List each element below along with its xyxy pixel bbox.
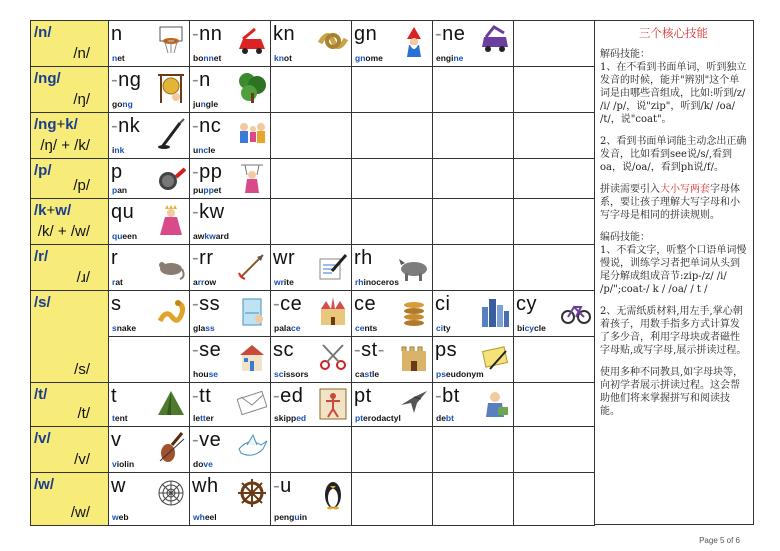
grapheme: -st- [354,339,385,361]
grapheme-cell [190,427,271,473]
sound-pronunciation: /v/ [74,451,90,468]
sound-cell [31,473,109,526]
empty-cell [433,67,514,113]
grapheme: ce [354,293,377,315]
encoding-skill-2: 2、无需纸质材料,用左手,掌心朝着孩子，用数手指多方式计算发了多少音，利用字母块或者磁性字母贴,或写字母,展示拼读过程。 [600,306,747,356]
example-word: scissors [274,369,309,379]
grapheme-cell [352,383,433,427]
example-word: queen [112,231,138,241]
city-icon [480,295,510,329]
grapheme-cell [109,473,190,526]
example-word: pseudonym [436,369,484,379]
gong-icon [156,71,186,105]
sound-pronunciation: /ŋ/ [73,91,90,108]
grapheme-cell [190,21,271,67]
example-word: gnome [355,53,383,63]
example-word: dove [193,459,213,469]
grapheme: -kw [192,201,225,223]
empty-cell [433,113,514,159]
sound-pronunciation: /ŋ/ + /k/ [40,137,90,154]
grapheme-cell [433,21,514,67]
empty-cell [433,199,514,245]
grapheme: -nk [111,115,141,137]
empty-cell [433,159,514,199]
sound-spelling: /ng/ [34,70,61,87]
example-word: tent [112,413,128,423]
empty-cell [109,337,190,383]
sound-cell [31,159,109,199]
empty-cell [433,473,514,526]
empty-cell [271,159,352,199]
sound-cell [31,383,109,427]
core-skills-panel [594,20,754,525]
example-word: jungle [193,99,219,109]
example-word: ink [112,145,125,155]
grapheme-cell [109,159,190,199]
sound-spelling: /p/ [34,162,52,179]
example-word: web [112,512,129,522]
grapheme: w [111,475,126,497]
grapheme: -ss [192,293,221,315]
grapheme: wh [192,475,219,497]
sound-pronunciation: /p/ [73,177,90,194]
scissors-icon [318,341,348,375]
frying-pan-icon [156,163,186,197]
sound-pronunciation: /s/ [74,361,90,378]
example-word: awkward [193,231,229,241]
teaching-aids-note: 使用多种不同教具,如字母块等，向初学者展示拼读过程。这会帮助他们将来掌握拼写和阅读技能。 [600,367,744,417]
grapheme-cell [190,67,271,113]
example-word: house [193,369,219,379]
empty-cell [514,21,595,67]
phonics-row [31,159,595,199]
palace-icon [318,295,348,329]
phonics-row [31,291,595,337]
grapheme: -ne [435,23,466,45]
glass-icon [237,295,267,329]
grapheme: t [111,385,118,407]
grapheme: -se [192,339,222,361]
example-word: gong [112,99,133,109]
grapheme-cell [352,245,433,291]
sound-cell [31,427,109,473]
decoding-skill-2: 2、看到书面单词能主动念出正确发音，比如看到see说/s/,看到oa，说/oa/，看到ph说/f/。 [600,136,747,173]
example-word: wheel [193,512,217,522]
grapheme-cell [109,113,190,159]
example-word: glass [193,323,215,333]
grapheme-cell [352,337,433,383]
phonics-row [31,473,595,526]
grapheme-cell [109,291,190,337]
sound-cell [31,199,109,245]
example-word: rat [112,277,123,287]
rat-icon [156,249,186,283]
grapheme-cell [352,291,433,337]
sound-cell [31,21,109,67]
sound-cell [31,113,109,159]
empty-cell [433,245,514,291]
grapheme-cell [109,427,190,473]
sound-pronunciation: /k/ + /w/ [37,223,90,240]
example-word: city [436,323,451,333]
grapheme: -pp [192,161,223,183]
spider-web-icon [156,477,186,511]
grapheme-cell [109,383,190,427]
grapheme: -tt [192,385,212,407]
grapheme: p [111,161,123,183]
grapheme: ci [435,293,451,315]
sound-cell [31,291,109,383]
empty-cell [271,199,352,245]
grapheme-cell [271,291,352,337]
rope-knot-icon [318,25,348,59]
sound-spelling: /v/ [34,430,51,447]
pen-name-icon [480,341,510,375]
ink-pen-icon [156,117,186,151]
empty-cell [352,113,433,159]
phonics-row [31,427,595,473]
empty-cell [514,427,595,473]
example-word: pan [112,185,128,195]
arrow-icon [237,249,267,283]
pterodactyl-icon [399,387,429,421]
empty-cell [514,473,595,526]
grapheme: pt [354,385,372,407]
phonics-row [31,199,595,245]
sound-pronunciation: /n/ [73,45,90,62]
example-word: write [274,277,294,287]
penguin-icon [318,477,348,511]
grapheme-cell [190,473,271,526]
grapheme-cell [190,159,271,199]
example-word: snake [112,323,137,333]
example-word: violin [112,459,135,469]
grapheme: -ve [192,429,222,451]
sound-spelling: /s/ [34,294,51,311]
empty-cell [514,245,595,291]
grapheme-cell [352,21,433,67]
grapheme: rh [354,247,373,269]
example-word: bonnet [193,53,222,63]
grapheme-cell [109,67,190,113]
example-word: engine [436,53,464,63]
decoding-skill-1: 解码技能： 1、在不看到书面单词，听到独立发音的时候，能并"辨别"这个单词是由哪些音组成，比如:听到/z/ /i/ /p/，说"zip"，听到/k/ /oa/ /t/，说"coat"。 [600,49,747,125]
example-word: bicycle [517,323,546,333]
dove-icon [237,431,267,465]
grapheme: ps [435,339,458,361]
example-word: castle [355,369,380,379]
grapheme: s [111,293,122,315]
car-bonnet-icon [237,25,267,59]
sound-cell [31,67,109,113]
phonics-row [31,337,595,383]
sound-spelling: /k+w/ [34,202,72,219]
debt-icon [480,387,510,421]
empty-cell [514,199,595,245]
grapheme: qu [111,201,135,223]
sound-spelling: /n/ [34,24,52,41]
grapheme-cell [109,199,190,245]
grapheme-cell [109,21,190,67]
example-word: uncle [193,145,216,155]
violin-icon [156,431,186,465]
skipping-icon [318,387,348,421]
rhinoceros-icon [399,249,429,283]
sound-spelling: /ng+k/ [34,116,78,133]
sound-cell [31,245,109,291]
grapheme-cell [190,245,271,291]
writing-hand-icon [318,249,348,283]
example-word: penguin [274,512,308,522]
grapheme-cell [433,291,514,337]
grapheme-cell [271,337,352,383]
sound-spelling: /t/ [34,386,48,403]
grapheme: n [111,23,123,45]
empty-cell [271,113,352,159]
example-word: knot [274,53,292,63]
grapheme: gn [354,23,378,45]
grapheme: r [111,247,119,269]
grapheme-cell [271,473,352,526]
grapheme: -ng [111,69,142,91]
coins-icon [399,295,429,329]
sound-spelling: /r/ [34,248,49,265]
encoding-skill-1: 编码技能： 1、不看文字，听整个口语单词慢慢说，训练学习者把单词从头到尾分解成组成音节:zip-/z/ /i/ /p/";coat-/ k / /oa/ / t / [600,232,747,295]
empty-cell [514,159,595,199]
example-word: net [112,53,125,63]
grapheme-cell [271,245,352,291]
page [30,20,754,525]
case-note: 拼读需要引入大小写两套字母体系，要让孩子理解大写字母和小写字母是相同的拼读规则。 [600,184,740,221]
grapheme: -nn [192,23,223,45]
family-icon [237,117,267,151]
grapheme: -n [192,69,211,91]
grapheme: -u [273,475,292,497]
sound-pronunciation: /w/ [70,504,90,521]
empty-cell [352,473,433,526]
grapheme-cell [514,291,595,337]
empty-cell [514,67,595,113]
example-word: debt [436,413,454,423]
grapheme-cell [190,337,271,383]
sound-pronunciation: /t/ [77,405,90,422]
panel-title: 三个核心技能 [639,26,708,40]
empty-cell [514,113,595,159]
grapheme: -nc [192,115,222,137]
example-word: cents [355,323,378,333]
snake-icon [156,295,186,329]
grapheme: -ed [273,385,304,407]
phonics-row [31,21,595,67]
house-icon [237,341,267,375]
garden-gnome-icon [399,25,429,59]
grapheme-cell [271,383,352,427]
empty-cell [352,159,433,199]
example-word: letter [193,413,214,423]
basketball-hoop-icon [156,25,186,59]
example-word: arrow [193,277,217,287]
empty-cell [271,67,352,113]
grapheme-cell [190,113,271,159]
grapheme-cell [433,337,514,383]
grapheme-cell [190,291,271,337]
queen-icon [156,203,186,237]
grapheme: cy [516,293,537,315]
grapheme-cell [109,245,190,291]
empty-cell [514,383,595,427]
example-word: pterodactyl [355,413,401,423]
grapheme-cell [190,383,271,427]
tent-icon [156,387,186,421]
bicycle-icon [561,295,591,329]
sound-pronunciation: /ɹ/ [76,269,90,286]
letter-icon [237,387,267,421]
grapheme: v [111,429,122,451]
phonics-row [31,67,595,113]
phonics-table [30,20,595,526]
castle-icon [399,341,429,375]
grapheme: wr [273,247,296,269]
empty-cell [433,427,514,473]
ship-wheel-icon [237,477,267,511]
phonics-row [31,113,595,159]
grapheme-cell [190,199,271,245]
page-number: Page 5 of 6 [699,536,740,545]
empty-cell [352,67,433,113]
grapheme: sc [273,339,294,361]
phonics-row [31,245,595,291]
grapheme-cell [433,383,514,427]
empty-cell [352,427,433,473]
empty-cell [271,427,352,473]
jungle-tree-icon [237,71,267,105]
phonics-row [31,383,595,427]
example-word: puppet [193,185,222,195]
empty-cell [514,337,595,383]
grapheme-cell [271,21,352,67]
example-word: skipped [274,413,307,423]
empty-cell [352,199,433,245]
puppet-icon [237,163,267,197]
grapheme: kn [273,23,296,45]
grapheme: -bt [435,385,460,407]
sound-spelling: /w/ [34,476,55,493]
car-engine-icon [480,25,510,59]
example-word: rhinoceros [355,277,399,287]
example-word: palace [274,323,301,333]
grapheme: -rr [192,247,214,269]
grapheme: -ce [273,293,303,315]
